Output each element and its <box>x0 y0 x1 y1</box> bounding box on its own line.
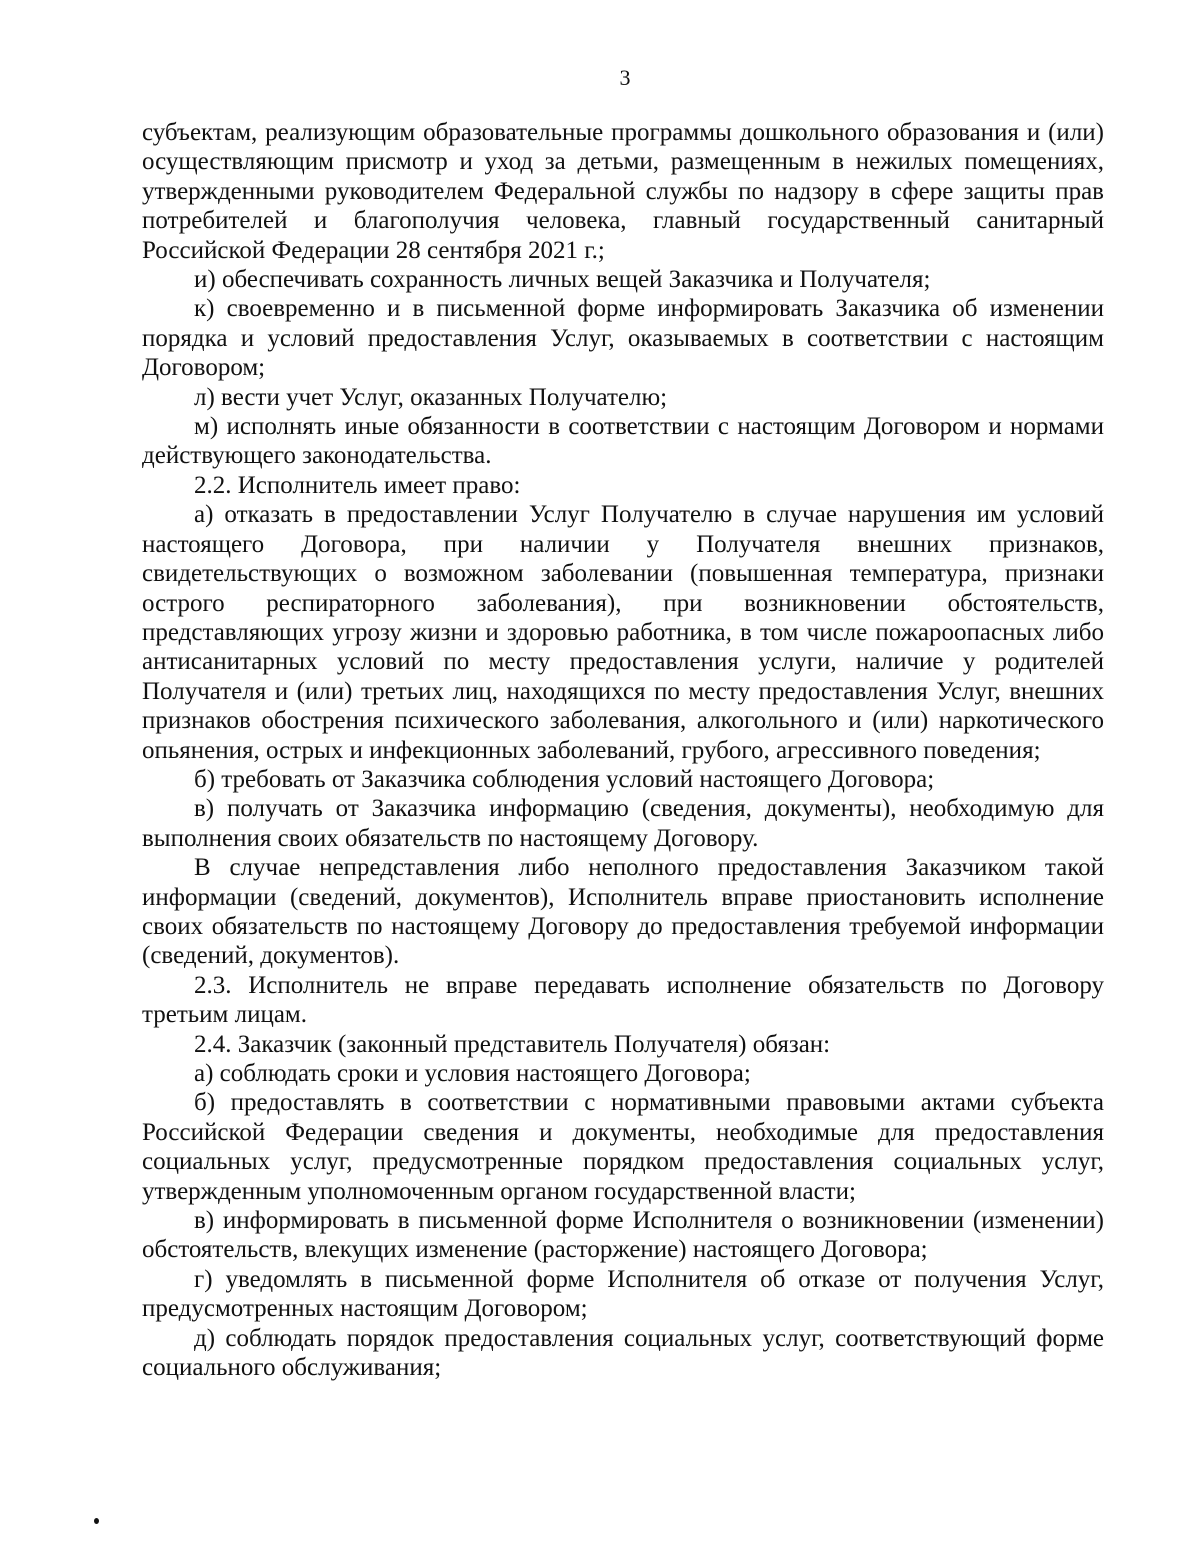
paragraph-non-provision: В случае непредставления либо неполного предоставления Заказчиком такой информации (сведений, документов), Исполнитель вправе приостановить исполнение своих обязательств по настоящему Договору до предоставления требуемой информации (сведений, документов). <box>142 854 1104 970</box>
paragraph-item-m: м) исполнять иные обязанности в соответствии с настоящим Договором и нормами действующего законодательства. <box>142 413 1104 470</box>
paragraph-item-b: б) требовать от Заказчика соблюдения условий настоящего Договора; <box>194 765 935 793</box>
page-number: 3 <box>619 65 631 90</box>
paragraph-item-d: д) соблюдать порядок предоставления социальных услуг, соответствующий форме социального обслуживания; <box>142 1324 1104 1382</box>
paragraph-item-g: г) уведомлять в письменной форме Исполнителя об отказе от получения Услуг, предусмотренных настоящим Договором; <box>142 1265 1104 1323</box>
section-heading-2-3: 2.3. Исполнитель не вправе передавать исполнение обязательств по Договору третьим лицам. <box>142 971 1104 1029</box>
section-heading-2-4: 2.4. Заказчик (законный представитель Получателя) обязан: <box>194 1030 831 1058</box>
paragraph-item-i: и) обеспечивать сохранность личных вещей Заказчика и Получателя; <box>194 266 931 294</box>
paragraph-item-a-2: а) соблюдать сроки и условия настоящего Договора; <box>194 1060 751 1087</box>
paragraph-item-a: а) отказать в предоставлении Услуг Получателю в случае нарушения им условий настоящего Договора, при наличии у Получателя внешних признаков, свидетельствующих о возможном заболевании (повышенная температура, признаки острого респираторного заболевания), при возникновении обстоятельств, представляющих угрозу жизни и здоровью работника, в том числе пожароопасных либо антисанитарных условий по месту предоставления услуги, наличие у родителей Получателя и (или) третьих лиц, находящихся по месту предоставления Услуг, внешних признаков обострения психического заболевания, алкогольного и (или) наркотического опьянения, острых и инфекционных заболеваний, грубого, агрессивного поведения; <box>142 501 1104 764</box>
paragraph-item-k: к) своевременно и в письменной форме информировать Заказчика об изменении порядка и условий предоставления Услуг, оказываемых в соответствии с настоящим Договором; <box>142 295 1104 382</box>
paragraph-continuation: субъектам, реализующим образовательные программы дошкольного образования и (или) осуществляющим присмотр и уход за детьми, размещенным в нежилых помещениях, утвержденными руководителем Федеральной службы по надзору в сфере защиты прав потребителей и благополучия человека, главный государственный санитарный Российской Федерации 28 сентября 2021 г.; <box>142 119 1104 264</box>
paragraph-item-v: в) получать от Заказчика информацию (сведения, документы), необходимую для выполнения своих обязательств по настоящему Договору. <box>142 795 1104 852</box>
document-body <box>142 118 1104 1382</box>
margin-dot-mark <box>94 1518 99 1524</box>
section-heading-2-2: 2.2. Исполнитель имеет право: <box>194 471 521 499</box>
paragraph-item-v-2: в) информировать в письменной форме Исполнителя о возникновении (изменении) обстоятельств, влекущих изменение (расторжение) настоящего Договора; <box>142 1207 1104 1264</box>
paragraph-item-l: л) вести учет Услуг, оказанных Получателю; <box>194 383 668 411</box>
paragraph-item-b-2: б) предоставлять в соответствии с нормативными правовыми актами субъекта Российской Федерации сведения и документы, необходимые для предоставления социальных услуг, предусмотренные порядком предоставления социальных услуг, утвержденным уполномоченным органом государственной власти; <box>142 1089 1104 1205</box>
